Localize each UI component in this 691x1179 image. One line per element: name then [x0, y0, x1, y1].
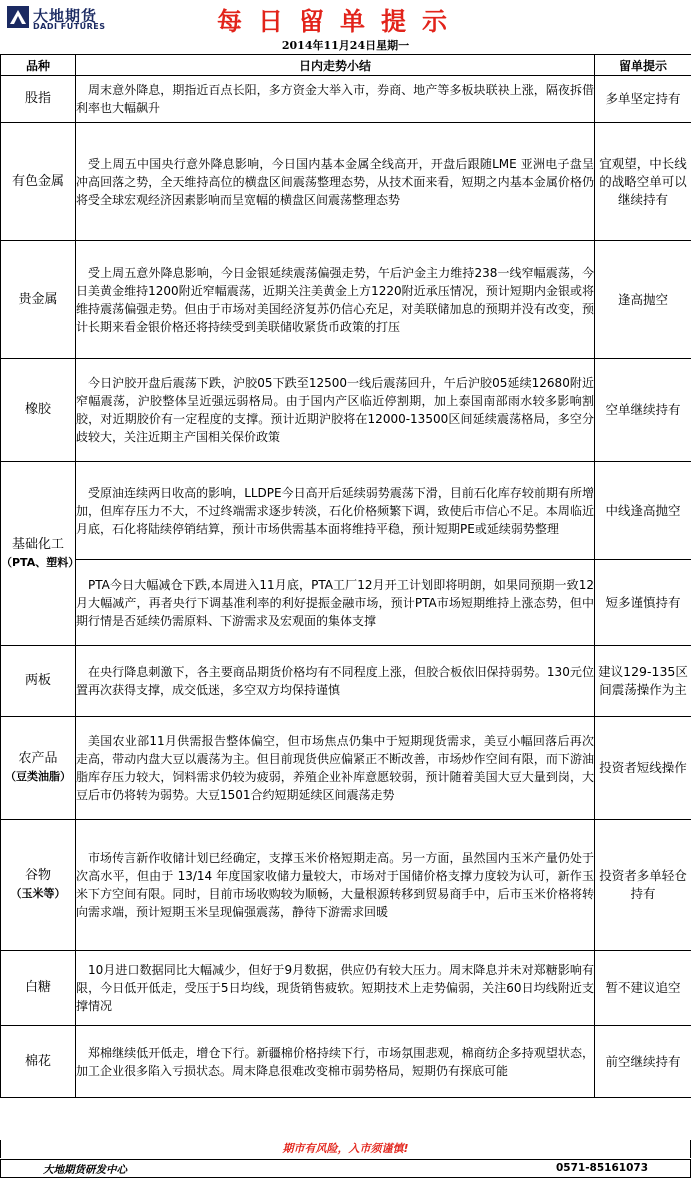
tip-text: 建议129-135区间震荡操作为主 [598, 664, 688, 697]
summary-cell [76, 646, 595, 717]
category-label: 棉花 [24, 1053, 51, 1069]
column-header-tip: 留单提示 [595, 55, 691, 76]
tip-cell [595, 951, 691, 1026]
table-row [1, 359, 691, 462]
summary-cell [76, 717, 595, 820]
footer [0, 1159, 691, 1178]
category-cell [1, 123, 76, 241]
table-row [1, 646, 691, 717]
tip-cell [595, 1026, 691, 1098]
summary-text: 周末意外降息，期指近百点长阳，多方资金大举入市，券商、地产等多板块联袂上涨，隔夜拆借利率也大幅飙升 [76, 83, 594, 115]
table-header-row [1, 55, 691, 76]
tip-text: 多单坚定持有 [605, 91, 681, 106]
table-row [1, 820, 691, 951]
summary-cell [76, 560, 595, 646]
tip-cell [595, 241, 691, 359]
column-header-category: 品种 [1, 55, 76, 76]
tip-text: 前空继续持有 [605, 1053, 681, 1069]
category-label: 白糖 [24, 980, 51, 995]
tip-text: 逢高抛空 [617, 291, 668, 307]
summary-text: 受上周五中国央行意外降息影响，今日国内基本金属全线高开，开盘后跟随LME 亚洲电子盘呈冲高回落之势，全天维持高位的横盘区间震荡整理态势，从技术面来看，短期之内基本金属价格仍将受全球宏观经济因素影响而呈宽幅的横盘区间震荡整理态势 [76, 156, 594, 207]
column-header-summary: 日内走势小结 [76, 55, 595, 76]
category-label: 两板 [24, 673, 51, 688]
contact-phone: 0571-85161073 [555, 1162, 648, 1174]
table-row [1, 1026, 691, 1098]
summary-cell [76, 1026, 595, 1098]
category-label: 基础化工 [11, 536, 64, 552]
table-row [1, 241, 691, 359]
summary-cell [76, 359, 595, 462]
summary-text: PTA今日大幅减仓下跌,本周进入11月底，PTA工厂12月开工计划即将明朗，如果同预期一致12月大幅减产，再者央行下调基准利率的利好提振金融市场，预计PTA市场短期维持上涨态势，但中期行情是否延续仍需原料、下游需求及宏观面的集体支撑 [76, 577, 594, 628]
brand-name-en: DADI FUTURES [33, 22, 106, 31]
tip-text: 投资者短线操作 [599, 760, 687, 775]
category-cell [1, 717, 76, 820]
category-sublabel: （豆类油脂） [5, 770, 71, 783]
summary-cell [76, 76, 595, 123]
tip-cell [595, 560, 691, 646]
category-cell [1, 76, 76, 123]
category-label: 有色金属 [11, 173, 64, 189]
category-label: 橡胶 [24, 402, 51, 417]
summary-cell [76, 820, 595, 951]
summary-cell [76, 123, 595, 241]
category-cell [1, 951, 76, 1026]
category-cell [1, 646, 76, 717]
category-label: 股指 [24, 91, 51, 106]
table-row [1, 717, 691, 820]
summary-cell [76, 462, 595, 560]
category-sublabel: （PTA、塑料） [1, 555, 80, 569]
tip-text: 短多谨慎持有 [605, 594, 681, 610]
category-cell [1, 241, 76, 359]
tip-cell [595, 717, 691, 820]
summary-text: 今日沪胶开盘后震荡下跌，沪胶05下跌至12500一线后震荡回升，午后沪胶05延续12680附近窄幅震荡，沪胶整体呈近强远弱格局。由于国内产区临近停割期，加上泰国南部雨水较多影响割胶，对近期胶价有一定程度的支撑。预计近期沪胶将在12000-13500区间延续震荡格局，多空分歧较大，关注近期主产国相关保价政策 [76, 376, 594, 444]
tip-text: 宜观望，中长线的战略空单可以继续持有 [599, 155, 687, 207]
table-row [1, 462, 691, 560]
category-label: 农产品 [18, 751, 58, 766]
report-date: 2014年11月24日星期一 [281, 39, 410, 52]
tip-text: 空单继续持有 [605, 402, 681, 417]
table-row [1, 951, 691, 1026]
risk-warning: 期市有风险，入市须谨慎! [0, 1140, 691, 1158]
page-title: 每日留单提示 [216, 7, 463, 36]
summary-text: 郑棉继续低开低走，增仓下行。新疆棉价格持续下行，市场氛围悲观，棉商纺企多持观望状态，加工企业很多陷入亏损状态。周末降息很难改变棉市弱势格局，短期仍有探底可能 [76, 1045, 594, 1078]
tip-text: 中线逢高抛空 [605, 502, 681, 518]
tip-cell [595, 359, 691, 462]
research-center-name: 大地期货研发中心 [43, 1164, 127, 1176]
tip-cell [595, 123, 691, 241]
category-label: 谷物 [24, 868, 51, 883]
table-row [1, 76, 691, 123]
dadi-logo-icon [6, 5, 30, 29]
summary-text: 受上周五意外降息影响，今日金银延续震荡偏强走势，午后沪金主力维持238一线窄幅震荡，今日美黄金维持1200附近窄幅震荡，近期关注美黄金上方1220附近承压情况，预计短期内金银或将维持震荡偏强走势。但由于市场对美国经济复苏仍信心充足，对美联储加息的预期并没有改变，预计长期来看金银价格还将持续受到美联储收紧货币政策的打压 [76, 265, 594, 334]
summary-text: 市场传言新作收储计划已经确定，支撑玉米价格短期走高。另一方面，虽然国内玉米产量仍处于次高水平，但由于 13/14 年度国家收储力量较大，市场对于国储价格支撑力度较为认可，新作玉米下方空间有限。同时，目前市场收购较为顺畅，大量根源转移到贸易商手中，后市玉米价格将转向需求端，预计短期玉米呈现偏强震荡，静待下游需求回暖 [76, 851, 594, 919]
category-sublabel: （玉米等） [10, 887, 66, 900]
tips-table [0, 54, 691, 1098]
summary-text: 10月进口数据同比大幅减少，但好于9月数据，供应仍有较大压力。周末降息并未对郑糖影响有限，今日低开低走，受压于5日均线，现货销售疲软。短期技术上走势偏弱，关注60日均线附近支撑情况 [76, 963, 594, 1013]
summary-text: 受原油连续两日收高的影响，LLDPE今日高开后延续弱势震荡下滑，目前石化库存较前期有所增加，但库存压力不大，不过终端需求逐步转淡，石化价格频繁下调，致使后市信心不足。本周临近月底，石化将陆续停销结算，预计市场供需基本面将维持平稳，预计短期PE或延续弱势整理 [76, 485, 594, 536]
brand-name-cn: 大地期货 [33, 7, 98, 25]
category-label: 贵金属 [18, 291, 58, 307]
summary-text: 在央行降息刺激下，各主要商品期货价格均有不同程度上涨，但胶合板依旧保持弱势。130元位置再次获得支撑，成交低迷，多空双方均保持谨慎 [76, 665, 594, 697]
tip-cell [595, 646, 691, 717]
tip-cell [595, 820, 691, 951]
category-cell [1, 820, 76, 951]
summary-cell [76, 241, 595, 359]
table-row [1, 560, 691, 646]
category-cell [1, 359, 76, 462]
summary-cell [76, 951, 595, 1026]
header [0, 0, 691, 37]
summary-text: 美国农业部11月供需报告整体偏空，但市场焦点仍集中于短期现货需求，美豆小幅回落后再次走高，带动内盘大豆以震荡为主。但目前现货供应偏紧正不断改善，市场炒作空间有限，而下游油脂库存压力较大，饲料需求仍较为疲弱，养殖企业补库意愿较弱，预计随着美国大豆大量到岗，大豆后市仍将转为弱势。大豆1501合约短期延续区间震荡走势 [76, 734, 594, 802]
table-row [1, 123, 691, 241]
tip-text: 投资者多单轻仓持有 [599, 868, 687, 901]
tip-cell [595, 76, 691, 123]
tip-text: 暂不建议追空 [605, 980, 681, 995]
category-cell [1, 462, 80, 646]
company-logo [6, 5, 130, 33]
tip-cell [595, 462, 691, 560]
category-cell [1, 1026, 76, 1098]
